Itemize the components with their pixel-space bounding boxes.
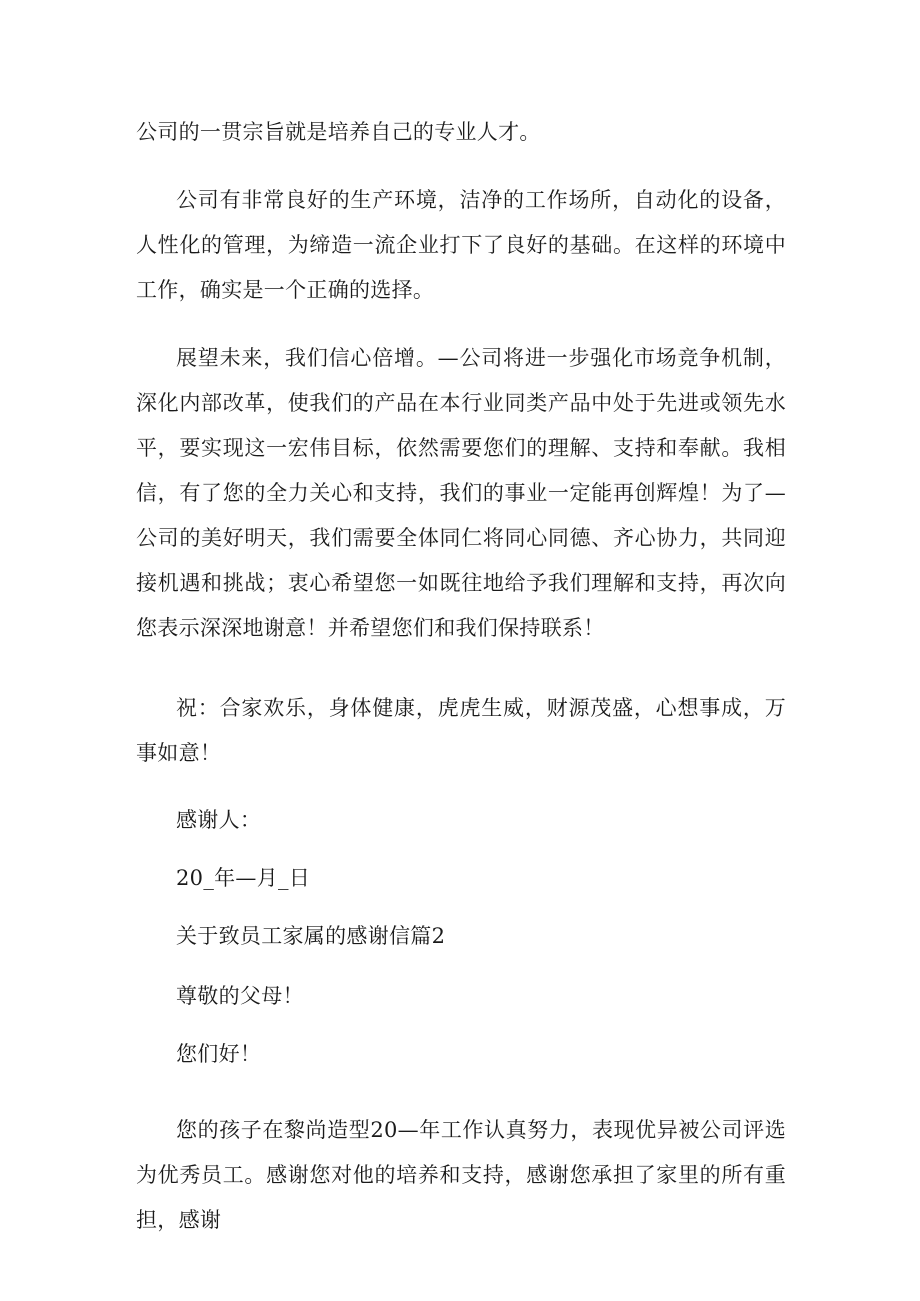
section-heading: 关于致员工家属的感谢信篇2	[176, 924, 446, 948]
paragraph-employee-praise: 您的孩子在黎尚造型20—年工作认真努力，表现优异被公司评选为优秀员工。感谢您对他的培养和支持，感谢您承担了家里的所有重担，感谢	[136, 1118, 786, 1232]
signature-line: 感谢人：	[176, 808, 262, 832]
paragraph-company-mission: 公司的一贯宗旨就是培养自己的专业人才。	[136, 120, 541, 144]
date-line: 20_年—月_日	[176, 866, 311, 890]
salutation: 尊敬的父母！	[176, 984, 304, 1008]
greeting: 您们好！	[176, 1042, 262, 1066]
paragraph-environment: 公司有非常良好的生产环境，洁净的工作场所，自动化的设备，人性化的管理，为缔造一流企业打下了良好的基础。在这样的环境中工作，确实是一个正确的选择。	[136, 188, 786, 302]
paragraph-outlook: 展望未来，我们信心倍增。—公司将进一步强化市场竞争机制，深化内部改革，使我们的产品在本行业同类产品中处于先进或领先水平，要实现这一宏伟目标，依然需要您们的理解、支持和奉献。我相信，有了您的全力关心和支持，我们的事业一定能再创辉煌！为了—公司的美好明天，我们需要全体同仁将同心同德、齐心协力，共同迎接机遇和挑战；衷心希望您一如既往地给予我们理解和支持，再次向您表示深深地谢意！并希望您们和我们保持联系！	[136, 346, 786, 640]
paragraph-wishes: 祝：合家欢乐，身体健康，虎虎生威，财源茂盛，心想事成，万事如意！	[136, 696, 786, 765]
